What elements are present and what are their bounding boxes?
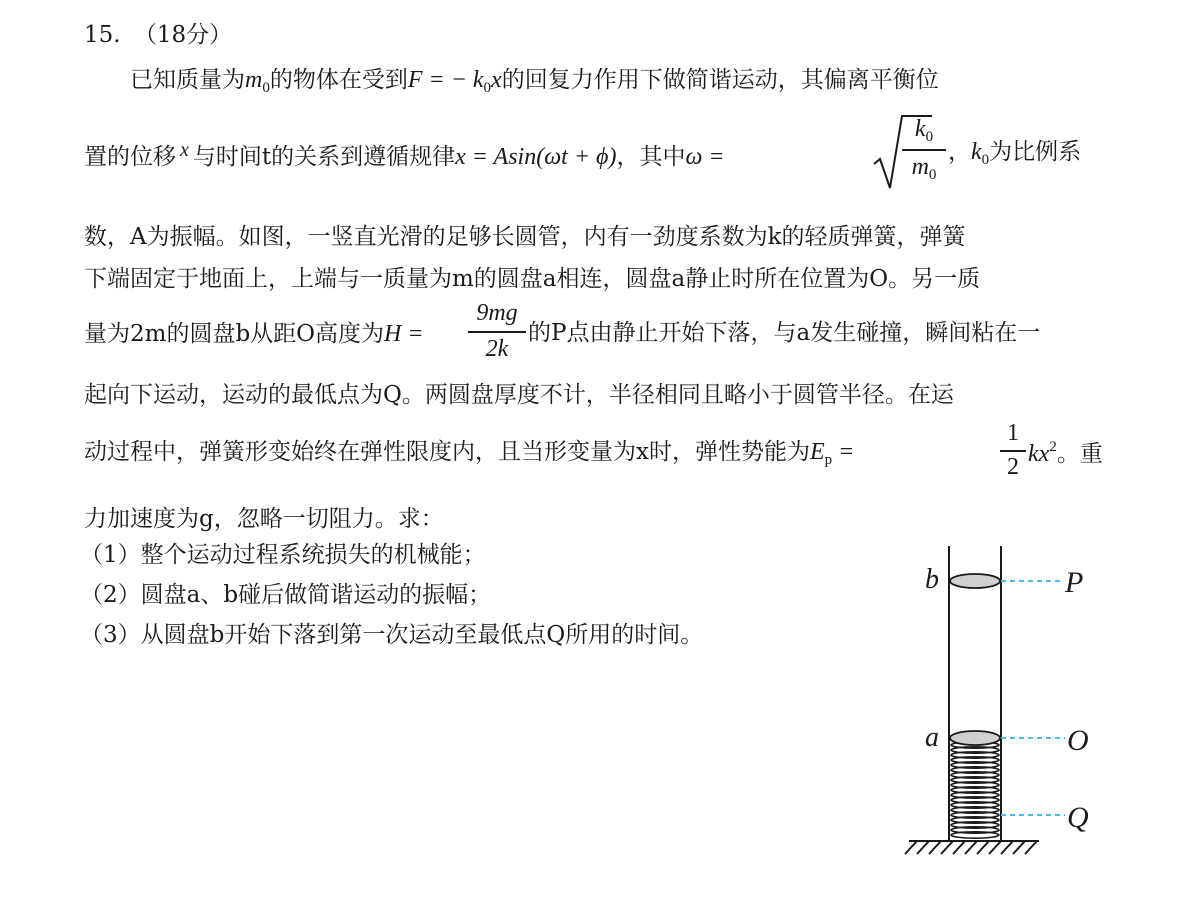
label-P: P (1065, 566, 1084, 599)
question-3: （3）从圆盘b开始下落到第一次运动至最低点Q所用的时间。 (80, 622, 704, 648)
text-segment: 置的位移 (84, 144, 176, 170)
text-line-3: 数，A为振幅。如图，一竖直光滑的足够长圆管，内有一劲度系数为k的轻质弹簧，弹簧 (84, 224, 966, 250)
text-line-4: 下端固定于地面上，上端与一质量为m的圆盘a相连，圆盘a静止时所在位置为O。另一质 (84, 266, 981, 292)
text-line-6: 起向下运动，运动的最低点为Q。两圆盘厚度不计，半径相同且略小于圆管半径。在运 (84, 382, 954, 408)
label-b: b (925, 564, 939, 595)
formula-restoring-force: F = − $k_0x$ (407, 67, 502, 96)
question-1: （1）整个运动过程系统损失的机械能； (80, 542, 486, 568)
spring (951, 742, 999, 838)
problem-score: （18分） (133, 22, 233, 48)
text-line-2-tail (948, 140, 1081, 168)
formula-omega-fraction: $k_0$ $m_0$ (902, 116, 946, 186)
text-line-7 (84, 440, 854, 468)
formula-m0: $m_0$ (245, 67, 270, 96)
tube-spring-diagram (895, 540, 1095, 870)
text-line-2 (84, 140, 725, 169)
formula-displacement-x: x (180, 139, 189, 161)
text-segment: ，其中 (616, 144, 686, 170)
problem-header (84, 24, 232, 47)
text-segment: 已知质量为 (130, 67, 245, 93)
text-line-5 (84, 322, 424, 346)
formula-Ep-tail: $kx^2$ (1028, 439, 1057, 467)
disk-b (950, 574, 1000, 588)
label-O: O (1067, 724, 1089, 757)
text-segment: 的回复力作用下做简谐运动，其偏离平衡位 (501, 67, 939, 93)
disk-a (950, 731, 1000, 745)
formula-omega: ω = (685, 144, 725, 170)
text-line-7-tail (1028, 440, 1103, 466)
text-line-5-tail: 的P点由静止开始下落，与a发生碰撞，瞬间粘在一 (528, 320, 1041, 346)
question-2: （2）圆盘a、b碰后做简谐运动的振幅； (80, 582, 492, 608)
ground-hatching (905, 841, 1039, 854)
text-segment: 的物体在受到 (269, 67, 408, 93)
label-Q: Q (1067, 801, 1089, 834)
formula-H: H = (384, 321, 424, 347)
formula-k0: $k_0$ (971, 139, 990, 168)
text-segment: ， (948, 139, 971, 165)
text-line-8: 力加速度为g，忽略一切阻力。求： (84, 506, 444, 532)
formula-Ep-fraction: 1 2 (1000, 420, 1026, 484)
text-segment: 。重 (1056, 441, 1103, 467)
label-a: a (925, 722, 939, 753)
formula-shm-law: x = Asin(ωt + ϕ) (455, 144, 617, 170)
text-segment: 与时间t的关系到遵循规律 (192, 144, 456, 170)
text-line-1 (130, 68, 939, 96)
text-segment: 动过程中，弹簧形变始终在弹性限度内，且当形变量为x时，弹性势能为 (84, 439, 810, 465)
problem-number: 15. (84, 22, 121, 48)
formula-Ep: $E_p$ = (809, 439, 855, 468)
text-segment: 量为2m的圆盘b从距O高度为 (84, 321, 385, 347)
text-segment: 为比例系 (989, 139, 1082, 165)
formula-H-fraction: 9mg 2k (468, 300, 526, 366)
